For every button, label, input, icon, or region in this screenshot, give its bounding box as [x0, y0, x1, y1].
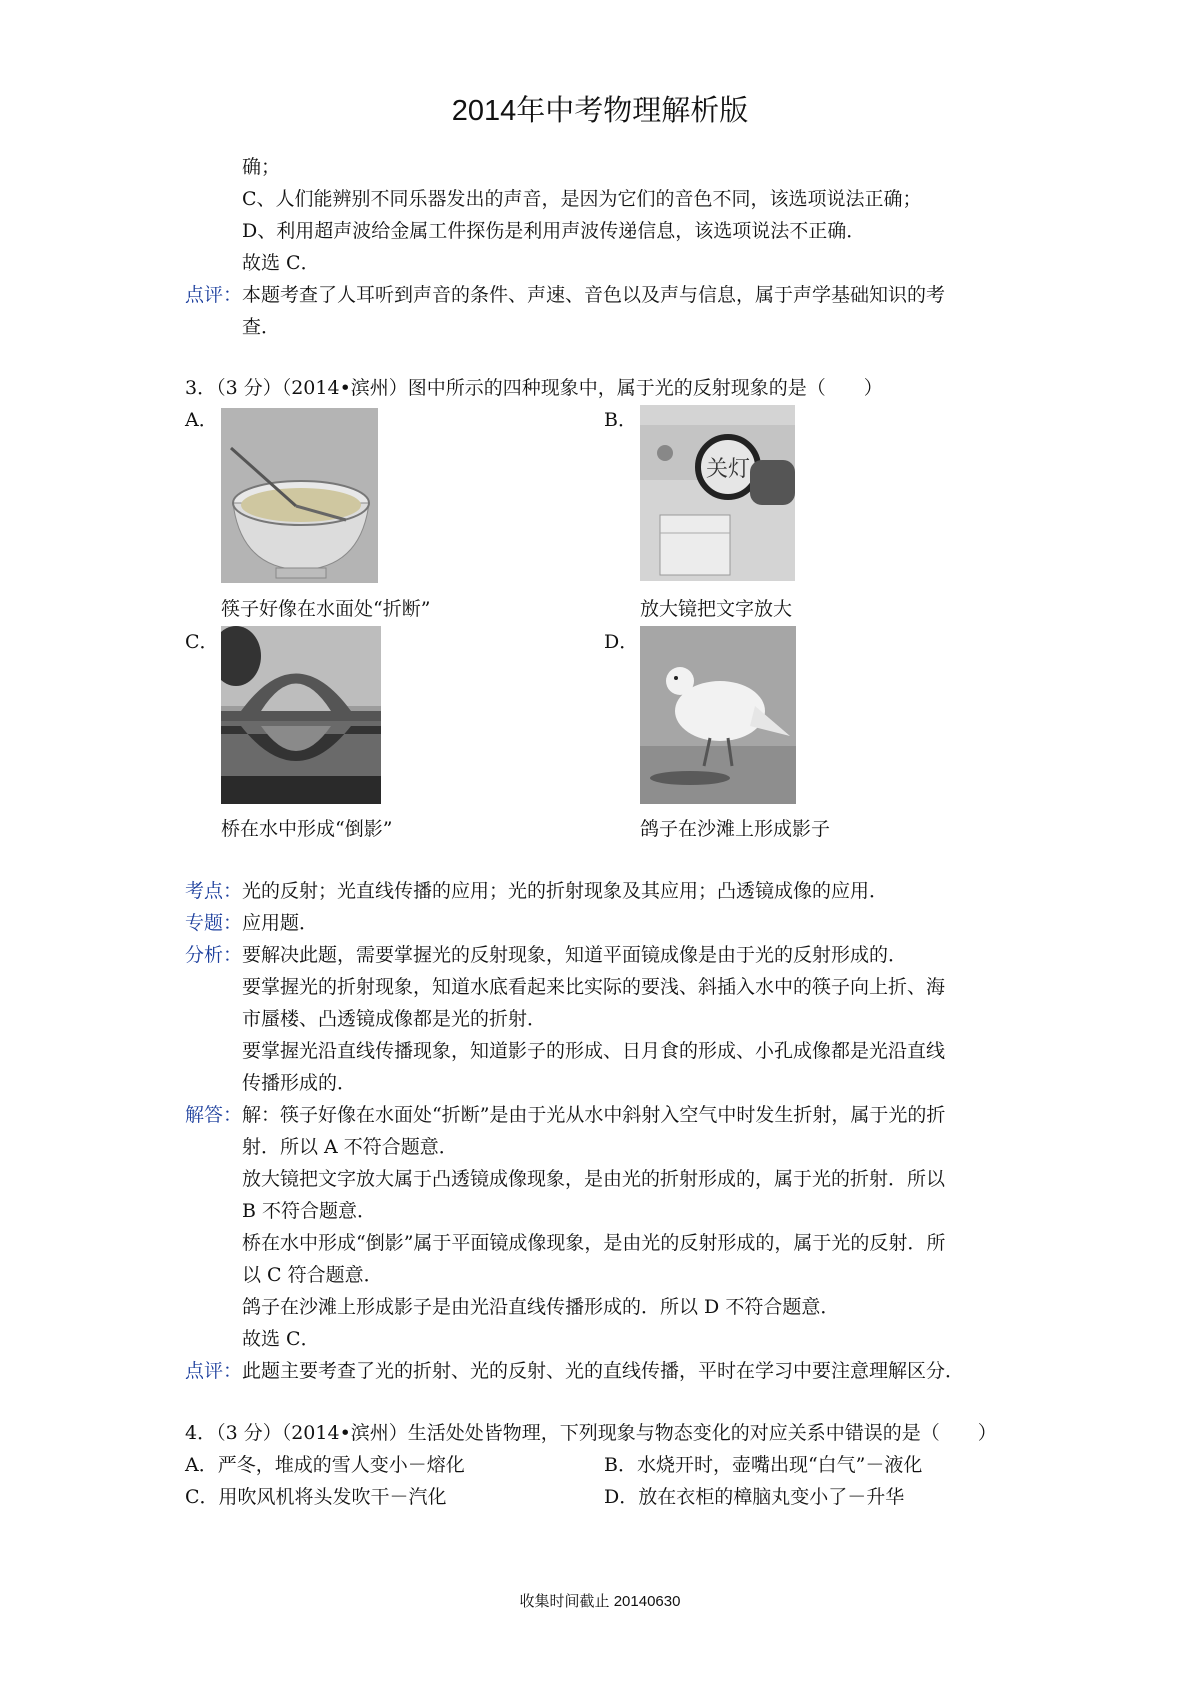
q3-jieda-line: 放大镜把文字放大属于凸透镜成像现象，是由光的折射形成的，属于光的折射．所以 [242, 1168, 946, 1190]
q3-answer: 故选 C． [242, 1328, 320, 1350]
q3-option-d-caption: 鸽子在沙滩上形成影子 [640, 818, 831, 840]
q3-fenxi-label: 分析： [185, 944, 243, 966]
q2-option-d-explanation: D、利用超声波给金属工件探伤是利用声波传递信息，该选项说法不正确． [242, 220, 866, 242]
q3-jieda-line: 解：筷子好像在水面处“折断”是由于光从水中斜射入空气中时发生折射，属于光的折 [242, 1104, 946, 1126]
q2-text-line: 确； [242, 156, 281, 178]
q3-kaodian-label: 考点： [185, 880, 243, 902]
q3-option-a-caption: 筷子好像在水面处“折断” [221, 598, 431, 620]
q3-image-a-chopstick-bowl [221, 408, 378, 583]
q3-option-b-caption: 放大镜把文字放大 [640, 598, 793, 620]
q3-jieda-label: 解答： [185, 1104, 243, 1126]
q2-answer: 故选 C． [242, 252, 320, 274]
q3-image-b-sign-text: 关灯 [705, 457, 751, 482]
q3-jieda-line: 鸽子在沙滩上形成影子是由光沿直线传播形成的．所以 D 不符合题意． [242, 1296, 840, 1318]
q3-image-d-pigeon-shadow [640, 626, 796, 804]
q3-zhuanti-label: 专题： [185, 912, 243, 934]
q3-jieda-line: 射．所以 A 不符合题意． [242, 1136, 458, 1158]
q3-option-c-caption: 桥在水中形成“倒影” [221, 818, 393, 840]
q2-option-c-explanation: C、人们能辨别不同乐器发出的声音，是因为它们的音色不同，该选项说法正确； [242, 188, 922, 210]
q3-zhuanti-text: 应用题． [242, 912, 319, 934]
q3-jieda-line: 以 C 符合题意． [242, 1264, 383, 1286]
q3-dianping-label: 点评： [185, 1360, 243, 1382]
q2-comment-label: 点评： [185, 284, 243, 306]
q4-option-d: D．放在衣柜的樟脑丸变小了－升华 [604, 1486, 905, 1508]
q3-fenxi-line: 市蜃楼、凸透镜成像都是光的折射． [242, 1008, 547, 1030]
q3-option-c-letter: C． [185, 631, 219, 653]
q3-fenxi-line: 传播形成的． [242, 1072, 357, 1094]
q3-option-b-letter: B． [604, 409, 637, 431]
q3-kaodian-text: 光的反射；光直线传播的应用；光的折射现象及其应用；凸透镜成像的应用． [242, 880, 889, 902]
page-footer: 收集时间截止 20140630 [519, 1593, 681, 1610]
q3-option-a-letter: A． [185, 409, 218, 431]
q3-jieda-line: B 不符合题意． [242, 1200, 377, 1222]
q3-image-c-bridge-reflection [221, 626, 381, 804]
q4-option-b: B．水烧开时，壶嘴出现“白气”－液化 [604, 1454, 923, 1476]
page-title: 2014年中考物理解析版 [451, 95, 749, 127]
q3-stem: 3．（3 分）（2014•滨州）图中所示的四种现象中，属于光的反射现象的是（ ） [185, 377, 883, 399]
q3-fenxi-line: 要掌握光沿直线传播现象，知道影子的形成、日月食的形成、小孔成像都是光沿直线 [242, 1040, 946, 1062]
q4-option-a: A．严冬，堆成的雪人变小－熔化 [185, 1454, 465, 1476]
q3-fenxi-line: 要解决此题，需要掌握光的反射现象，知道平面镜成像是由于光的反射形成的． [242, 944, 908, 966]
q3-dianping-text: 此题主要考查了光的折射、光的反射、光的直线传播，平时在学习中要注意理解区分． [242, 1360, 965, 1382]
q2-comment-text: 本题考查了人耳听到声音的条件、声速、音色以及声与信息，属于声学基础知识的考 [242, 284, 946, 306]
q3-option-d-letter: D． [604, 631, 639, 653]
q3-jieda-line: 桥在水中形成“倒影”属于平面镜成像现象，是由光的反射形成的，属于光的反射．所 [242, 1232, 946, 1254]
q2-comment-text-cont: 查． [242, 316, 281, 338]
q4-option-c: C．用吹风机将头发吹干－汽化 [185, 1486, 447, 1508]
q3-fenxi-line: 要掌握光的折射现象，知道水底看起来比实际的要浅、斜插入水中的筷子向上折、海 [242, 976, 946, 998]
q3-image-b-magnifier [640, 405, 795, 581]
q4-stem: 4．（3 分）（2014•滨州）生活处处皆物理，下列现象与物态变化的对应关系中错误的是（ ） [185, 1422, 997, 1444]
